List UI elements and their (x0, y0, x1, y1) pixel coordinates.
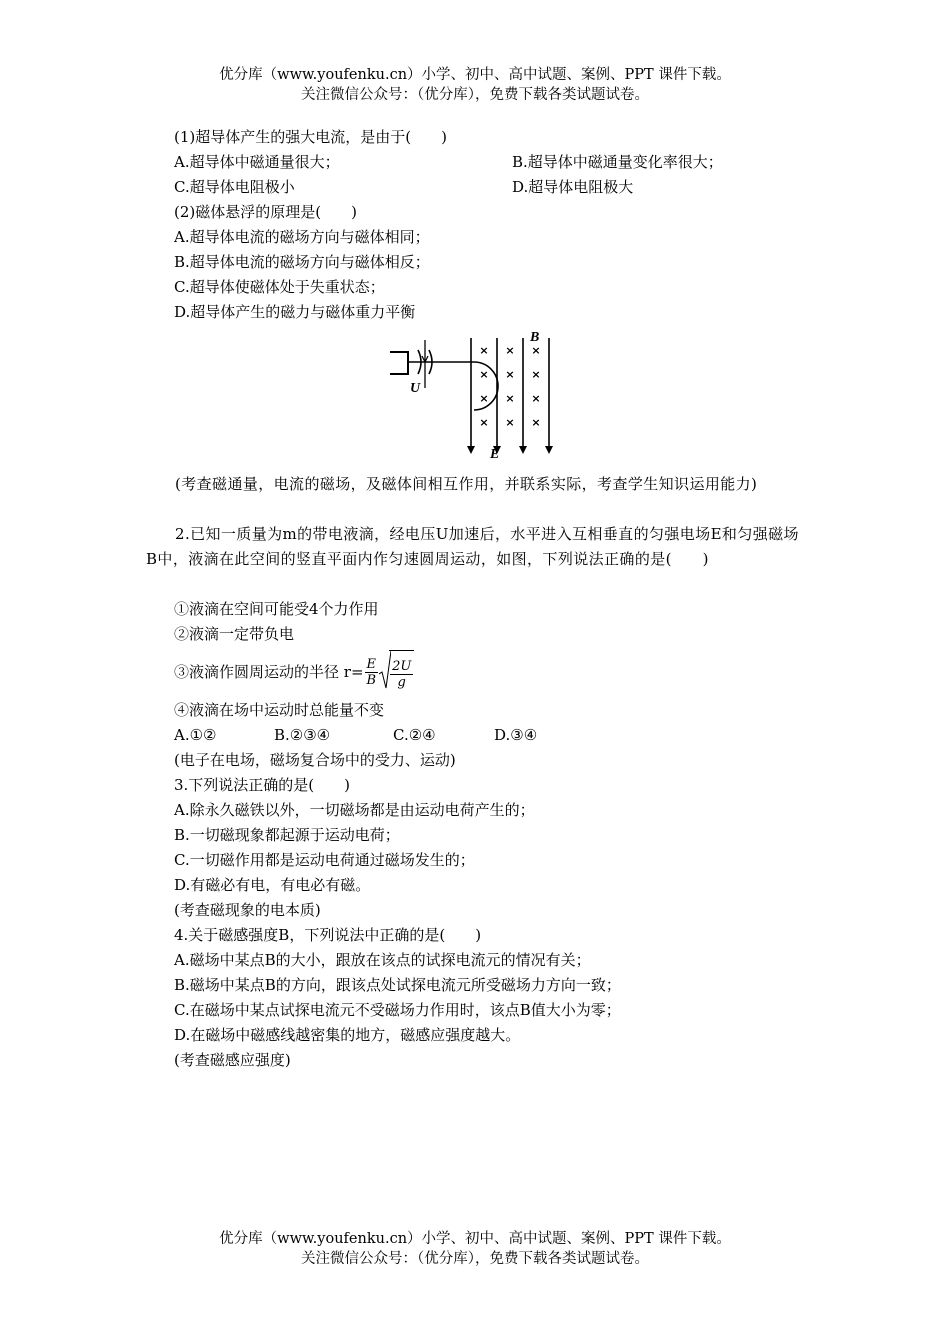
b-mark: × (531, 392, 541, 405)
footer-wechat-line: 关注微信公众号：（优分库），免费下载各类试题试卷。 (301, 1251, 649, 1267)
e-arrow-icon-3 (519, 446, 527, 454)
q4-option-a: A.磁场中某点B的大小，跟放在该点的试探电流元的情况有关； (174, 951, 591, 969)
b-mark: × (531, 344, 541, 357)
q2-note: (电子在电场，磁场复合场中的受力、运动) (174, 751, 456, 769)
q1-note: (考查磁通量，电流的磁场，及磁体间相互作用，并联系实际，考查学生知识运用能力) (175, 475, 758, 493)
q1-sub1-option-b: B.超导体中磁通量变化率很大； (512, 153, 723, 171)
b-mark: × (505, 416, 515, 429)
e-arrow-icon-1 (467, 446, 475, 454)
fraction-numerator: E (365, 657, 379, 673)
q2-option-b: B.②③④ (274, 726, 331, 744)
b-mark: × (479, 392, 489, 405)
q2-statement-4: ④液滴在场中运动时总能量不变 (174, 701, 385, 719)
footer-site-line: 优分库（www.youfenku.cn）小学、初中、高中试题、案例、PPT 课件下载。 (219, 1231, 731, 1247)
q3-option-a: A.除永久磁铁以外，一切磁场都是由运动电荷产生的； (174, 801, 535, 819)
header-wechat-line: 关注微信公众号：（优分库），免费下载各类试题试卷。 (301, 87, 649, 103)
fraction-e-over-b (365, 657, 379, 688)
q2-statement-3-prefix: ③液滴作圆周运动的半径 r= (174, 663, 364, 681)
b-mark: × (505, 392, 515, 405)
radical-sign-icon (379, 650, 391, 690)
q2-option-c: C.②④ (393, 726, 436, 744)
q1-sub2-option-b: B.超导体电流的磁场方向与磁体相反； (174, 253, 430, 271)
crossed-fields-diagram (388, 330, 560, 460)
q4-note: (考查磁感应强度) (174, 1051, 291, 1069)
q1-sub1-option-c: C.超导体电阻极小 (174, 178, 295, 196)
q1-sub2-option-c: C.超导体使磁体处于失重状态； (174, 278, 385, 296)
q2-option-d: D.③④ (494, 726, 538, 744)
q3-option-d: D.有磁必有电，有电必有磁。 (174, 876, 371, 894)
fraction-2u-over-g (390, 659, 413, 690)
q2-stem: 2.已知一质量为m的带电液滴，经电压U加速后，水平进入互相垂直的匀强电场E和匀强磁场B中，液滴在此空间的竖直平面内作匀速圆周运动，如图，下列说法正确的是( ) (146, 525, 799, 568)
q1-sub2-option-a: A.超导体电流的磁场方向与磁体相同； (174, 228, 430, 246)
q4-option-c: C.在磁场中某点试探电流元不受磁场力作用时，该点B值大小为零； (174, 1001, 621, 1019)
b-mark: × (531, 368, 541, 381)
q4-stem: 4.关于磁感强度B，下列说法中正确的是( ) (174, 926, 482, 944)
b-mark: × (479, 416, 489, 429)
q2-statement-1: ①液滴在空间可能受4个力作用 (174, 600, 379, 618)
label-u: U (410, 381, 421, 396)
q4-option-d: D.在磁场中磁感线越密集的地方，磁感应强度越大。 (174, 1026, 521, 1044)
q2-statement-3 (174, 650, 414, 694)
sqrt-expression (379, 650, 414, 694)
b-mark: × (531, 416, 541, 429)
q2-option-a: A.①② (174, 726, 217, 744)
q1-sub2-option-d: D.超导体产生的磁力与磁体重力平衡 (174, 303, 416, 321)
b-mark: × (505, 368, 515, 381)
accelerator-cup (390, 352, 408, 374)
fraction-numerator: 2U (392, 658, 412, 674)
b-mark: × (479, 344, 489, 357)
q3-option-c: C.一切磁作用都是运动电荷通过磁场发生的； (174, 851, 475, 869)
header-site-line: 优分库（www.youfenku.cn）小学、初中、高中试题、案例、PPT 课件下载。 (219, 67, 731, 83)
q1-sub1-option-a: A.超导体中磁通量很大； (174, 153, 340, 171)
q2-statement-2: ②液滴一定带负电 (174, 625, 295, 643)
b-mark: × (505, 344, 515, 357)
b-mark: × (479, 368, 489, 381)
q4-option-b: B.磁场中某点B的方向，跟该点处试探电流元所受磁场力方向一致； (174, 976, 621, 994)
q1-sub1-option-d: D.超导体电阻极大 (512, 178, 634, 196)
q1-sub1-stem: (1)超导体产生的强大电流，是由于( ) (174, 128, 447, 146)
q3-option-b: B.一切磁现象都起源于运动电荷； (174, 826, 400, 844)
e-arrow-icon-4 (545, 446, 553, 454)
fraction-denominator: g (397, 674, 406, 690)
label-b: B (530, 330, 540, 345)
q3-stem: 3.下列说法正确的是( ) (174, 776, 351, 794)
q1-sub2-stem: (2)磁体悬浮的原理是( ) (174, 203, 357, 221)
q3-note: (考查磁现象的电本质) (174, 901, 321, 919)
fraction-denominator: B (366, 672, 377, 688)
label-e: E (490, 447, 500, 460)
